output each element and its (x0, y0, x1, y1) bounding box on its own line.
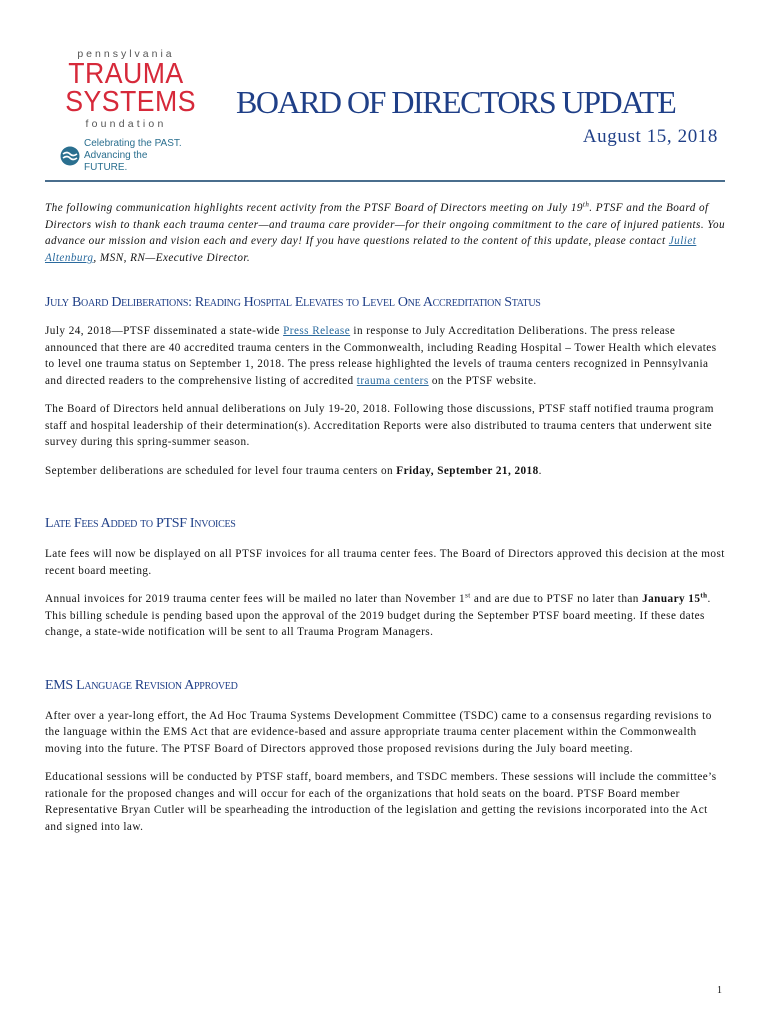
section2-paragraph-1: Late fees will now be displayed on all PTSF invoices for all trauma center fees. The Board of Directors approved this decision at the most recent board meeting. (45, 548, 725, 577)
logo-systems-text: SYSTEMS (65, 86, 197, 118)
section1-text-3: on the PTSF website. (428, 374, 537, 387)
section1-text-1: July 24, 2018—PTSF disseminated a state-wide (45, 325, 284, 337)
document-title: BOARD OF DIRECTORS UPDATE (236, 84, 676, 120)
header-divider (45, 180, 725, 182)
section1-paragraph-2: The Board of Directors held annual deliberations on July 19-20, 2018. Following those discussions, PTSF staff notified trauma program staff and hospital leadership of their determination(s). Accreditation Reports were also distributed to trauma centers that underwent site survey during this spring-summer season. (45, 403, 714, 448)
section1-text-2: in response to July Accreditation Deliberations. The press release announced that there are 40 accredited trauma centers in the Commonwealth, including Reading Hospital – Tower Health which elevates to level one trauma status on September 1, 2018. The press release highlighted the levels of trauma centers recognized in Pennsylvania and directed readers to the comprehensive listing of accredited (45, 325, 717, 387)
document-date: August 15, 2018 (582, 126, 718, 147)
section3-paragraph-2: Educational sessions will be conducted by PTSF staff, board members, and TSDC members. These sessions will include the committee’s rationale for the proposed changes and will occur for each of the organizations that hold seats on the board. PTSF Board member Representative Bryan Cutler will be spearheading the introduction of the legislation and getting the revisions incorporated into the Act and signed into law. (45, 771, 717, 833)
logo-trauma-text: TRAUMA (68, 58, 184, 90)
intro-text-2: . PTSF and the Board of Directors wish to thank each trauma center—and trauma care provider—for their ongoing commitment to the care of injured patients. You advance our mission and vision each and every day! If you have questions related to the content of this update, please contact (45, 202, 726, 247)
section2-superscript-2: th (700, 591, 708, 600)
section-heading-ems-language: EMS Language Revision Approved (45, 677, 238, 693)
section1-text-5: . (538, 464, 542, 477)
january-date-text: January 15 (642, 593, 701, 605)
trauma-centers-link[interactable]: trauma centers (356, 374, 429, 387)
intro-text-3: , MSN, RN—Executive Director. (93, 251, 251, 264)
intro-text-1: The following communication highlights recent activity from the PTSF Board of Directors meeting on July 19 (45, 202, 583, 214)
section1-paragraph-1 (45, 323, 727, 389)
page-number: 1 (717, 985, 722, 996)
waves-icon (60, 146, 80, 166)
section2-text-2: and are due to PTSF no later than (470, 593, 643, 605)
press-release-link[interactable]: Press Release (283, 325, 351, 337)
january-date-bold (642, 593, 707, 605)
logo-state-text: pennsylvania (77, 48, 175, 60)
contact-link[interactable]: Juliet Altenburg (45, 235, 697, 264)
intro-paragraph (45, 200, 727, 266)
section2-text-1: Annual invoices for 2019 trauma center fees will be mailed no later than November 1 (45, 593, 466, 605)
logo-tagline (60, 138, 192, 174)
document-body (45, 200, 727, 835)
section-heading-late-fees: Late Fees Added to PTSF Invoices (45, 516, 236, 531)
section1-text-4: September deliberations are scheduled for level four trauma centers on (45, 464, 397, 477)
ptsf-logo (60, 48, 197, 174)
logo-foundation-text: foundation (85, 118, 167, 130)
section3-paragraph-1: After over a year-long effort, the Ad Hoc Trauma Systems Development Committee (TSDC) came to a consensus regarding revisions to the language within the EMS Act that are evidence-based and assure appropriate trauma center placement within the Commonwealth moving into the future. The PTSF Board of Directors approved those proposed revisions during the July board meeting. (45, 709, 712, 755)
section-heading-july-deliberations: July Board Deliberations: Reading Hospital Elevates to Level One Accreditation Status (45, 295, 541, 310)
section2-paragraph-2 (45, 591, 727, 641)
intro-superscript: th (582, 200, 590, 209)
section1-paragraph-3 (45, 463, 727, 480)
logo-tagline-2: Advancing the FUTURE. (84, 150, 148, 173)
september-date-bold: Friday, September 21, 2018 (396, 464, 539, 477)
logo-tagline-1: Celebrating the PAST. (84, 138, 182, 149)
section2-text-3: . This billing schedule is pending based upon the approval of the 2019 budget during the September PTSF board meeting. If these dates change, a state-wide notification will be sent to all Trauma Program Managers. (45, 593, 711, 638)
section2-superscript-1: st (465, 591, 471, 600)
